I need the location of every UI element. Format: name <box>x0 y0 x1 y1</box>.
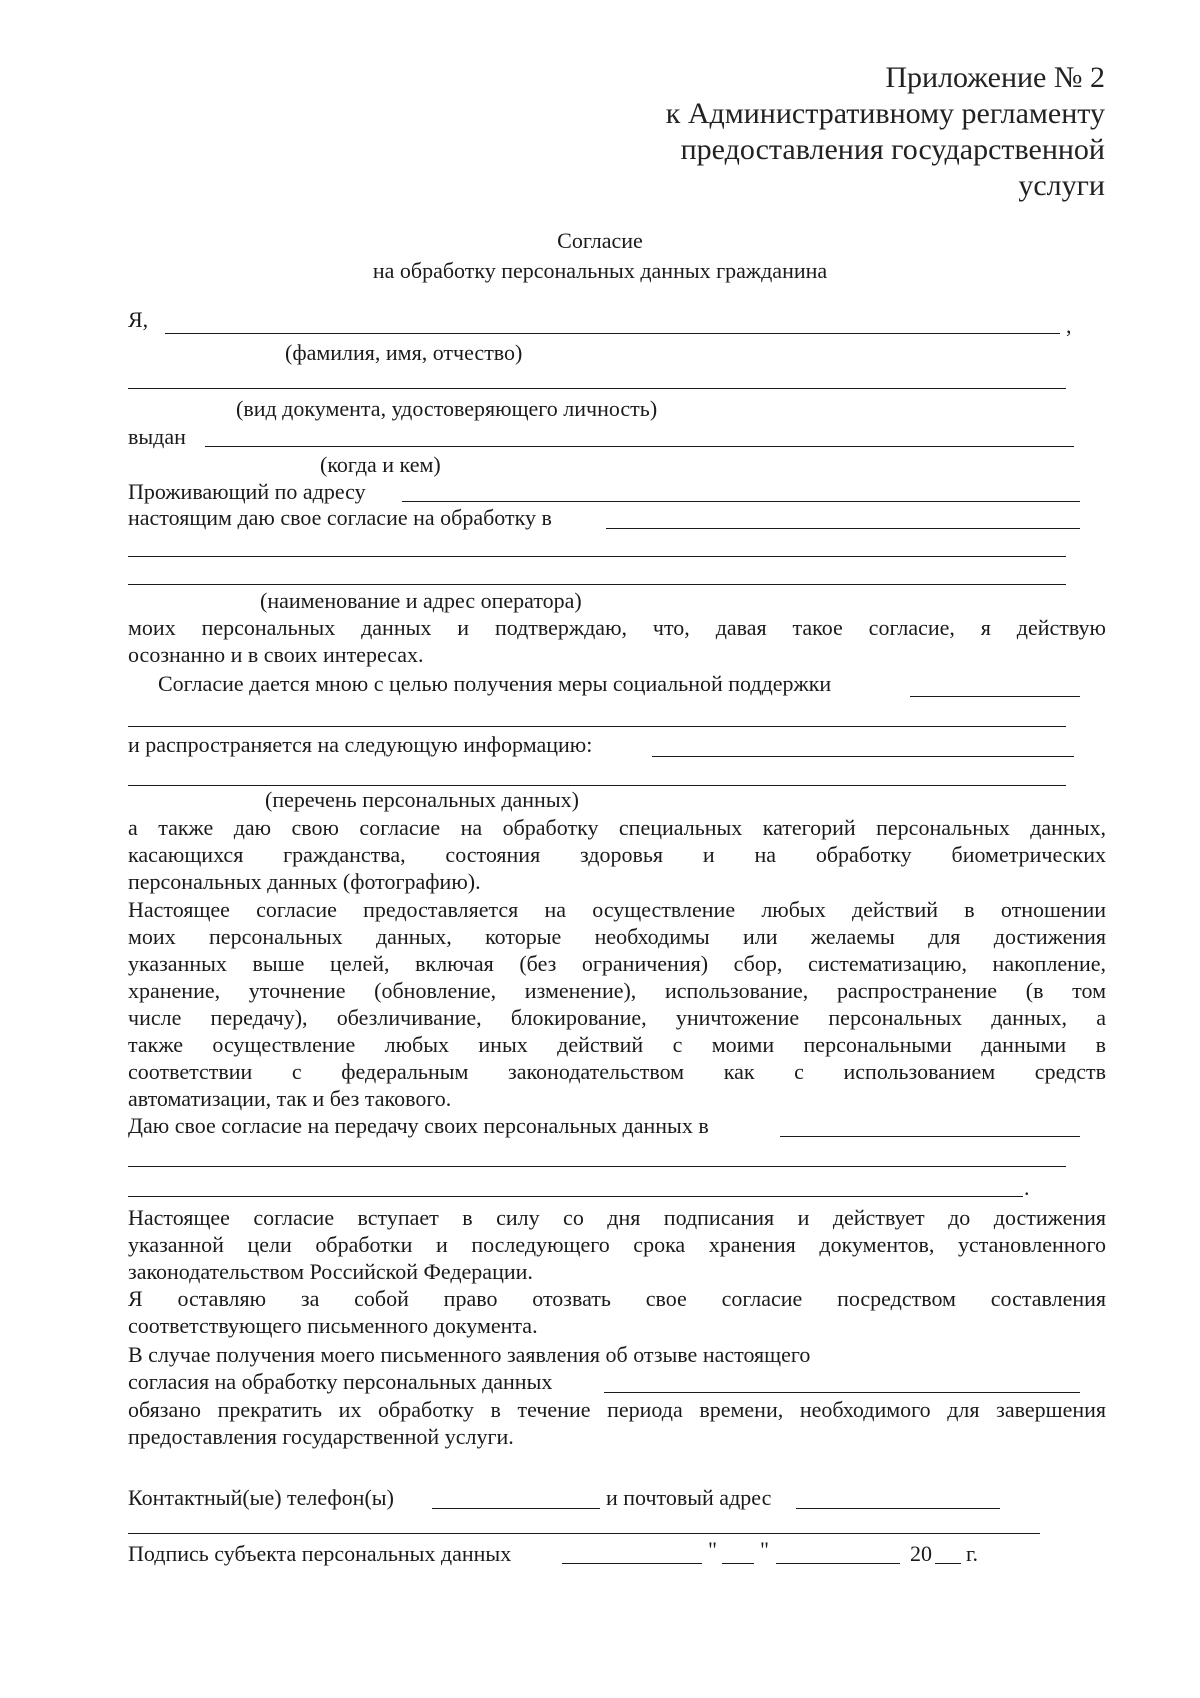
operator-hint: (наименование и адрес оператора) <box>260 588 582 613</box>
purpose-field-1[interactable] <box>910 696 1080 697</box>
ya-label: Я, <box>128 307 149 332</box>
paragraph-3-line-1: Настоящее согласие предоставляется на осуществление любых действий в отношении <box>128 897 1106 922</box>
issued-label: выдан <box>128 424 186 449</box>
withdrawal-field[interactable] <box>604 1392 1080 1393</box>
day-field[interactable] <box>722 1563 754 1564</box>
issued-field[interactable] <box>205 446 1074 447</box>
paragraph-6-line-3: обязано прекратить их обработку в течение периода времени, необходимого для завершения <box>128 1397 1106 1422</box>
paragraph-4-line-1: Настоящее согласие вступает в силу со дня подписания и действует до достижения <box>128 1205 1106 1230</box>
signature-label: Подпись субъекта персональных данных <box>128 1541 512 1566</box>
paragraph-5-line-1: Я оставляю за собой право отозвать свое согласие посредством составления <box>128 1286 1106 1311</box>
year-prefix: 20 <box>910 1541 932 1566</box>
consent-to-label: настоящим даю свое согласие на обработку в <box>128 505 552 530</box>
paragraph-4-line-2: указанной цели обработки и последующего срока хранения документов, установленного <box>128 1232 1106 1257</box>
purpose-label: Согласие дается мною с целью получения меры социальной поддержки <box>158 671 832 696</box>
operator-field-1[interactable] <box>606 528 1080 529</box>
id-document-field[interactable] <box>128 388 1066 389</box>
transfer-period: . <box>1024 1175 1030 1200</box>
paragraph-3-line-7: соответствии с федеральным законодательством как с использованием средств <box>128 1059 1106 1084</box>
paragraph-1-line-2: осознанно и в своих интересах. <box>128 642 424 667</box>
paragraph-6-line-1: В случае получения моего письменного заявления об отзыве настоящего <box>128 1342 811 1367</box>
paragraph-3-line-4: хранение, уточнение (обновление, изменение), использование, распространение (в том <box>128 978 1106 1003</box>
postal-field[interactable] <box>796 1508 1000 1509</box>
annex-line-4: услуги <box>1018 169 1105 202</box>
paragraph-1-line-1: моих персональных данных и подтверждаю, что, давая такое согласие, я действую <box>128 615 1106 640</box>
paragraph-3-line-2: моих персональных данных, которые необходимы или желаемы для достижения <box>128 924 1106 949</box>
contacts-label: Контактный(ые) телефон(ы) <box>128 1485 394 1510</box>
annex-line-2: к Административному регламенту <box>665 97 1105 130</box>
document-title: Согласие <box>557 228 643 253</box>
paragraph-2-line-2: касающихся гражданства, состояния здоровья и на обработку биометрических <box>128 842 1106 867</box>
transfer-label: Даю свое согласие на передачу своих персональных данных в <box>128 1113 709 1138</box>
operator-field-3[interactable] <box>128 584 1066 585</box>
transfer-field-3[interactable] <box>128 1196 1023 1197</box>
month-field[interactable] <box>776 1563 900 1564</box>
address-field[interactable] <box>402 501 1080 502</box>
paragraph-6-line-2: согласия на обработку персональных данных <box>128 1369 553 1394</box>
year-field[interactable] <box>935 1563 961 1564</box>
fio-field[interactable] <box>165 333 1060 334</box>
paragraph-2-line-3: персональных данных (фотографию). <box>128 869 481 894</box>
paragraph-5-line-2: соответствующего письменного документа. <box>128 1313 538 1338</box>
fio-comma: , <box>1066 313 1072 338</box>
annex-line-3: предоставления государственной <box>680 133 1105 166</box>
signature-field[interactable] <box>562 1563 702 1564</box>
paragraph-2-line-1: а также даю свою согласие на обработку специальных категорий персональных данных, <box>128 815 1106 840</box>
date-quote-close: " <box>760 1537 769 1562</box>
paragraph-3-line-8: автоматизации, так и без такового. <box>128 1086 452 1111</box>
phone-field[interactable] <box>432 1508 600 1509</box>
info-field-1[interactable] <box>652 756 1074 757</box>
address-label: Проживающий по адресу <box>128 479 366 504</box>
id-document-hint: (вид документа, удостоверяющего личность) <box>236 396 658 421</box>
info-list-hint: (перечень персональных данных) <box>265 787 579 812</box>
transfer-field-1[interactable] <box>780 1136 1080 1137</box>
document-subtitle: на обработку персональных данных гражданина <box>372 258 828 283</box>
paragraph-3-line-3: указанных выше целей, включая (без ограничения) сбор, систематизацию, накопление, <box>128 951 1106 976</box>
contacts-extra-field[interactable] <box>128 1533 1040 1534</box>
operator-field-2[interactable] <box>128 556 1066 557</box>
issued-hint: (когда и кем) <box>320 452 441 477</box>
paragraph-3-line-6: также осуществление любых иных действий с моими персональными данными в <box>128 1032 1106 1057</box>
paragraph-3-line-5: числе передачу), обезличивание, блокирование, уничтожение персональных данных, а <box>128 1005 1106 1030</box>
fio-hint: (фамилия, имя, отчество) <box>285 340 523 365</box>
paragraph-4-line-3: законодательством Российской Федерации. <box>128 1259 533 1284</box>
annex-header <box>666 60 1105 204</box>
date-quote-open: " <box>708 1537 717 1562</box>
annex-line-1: Приложение № 2 <box>885 61 1105 94</box>
paragraph-6-line-4: предоставления государственной услуги. <box>128 1424 514 1449</box>
year-suffix: г. <box>966 1541 979 1566</box>
transfer-field-2[interactable] <box>128 1166 1066 1167</box>
postal-label: и почтовый адрес <box>606 1485 772 1510</box>
applies-label: и распространяется на следующую информацию: <box>128 732 593 757</box>
purpose-field-2[interactable] <box>128 726 1066 727</box>
